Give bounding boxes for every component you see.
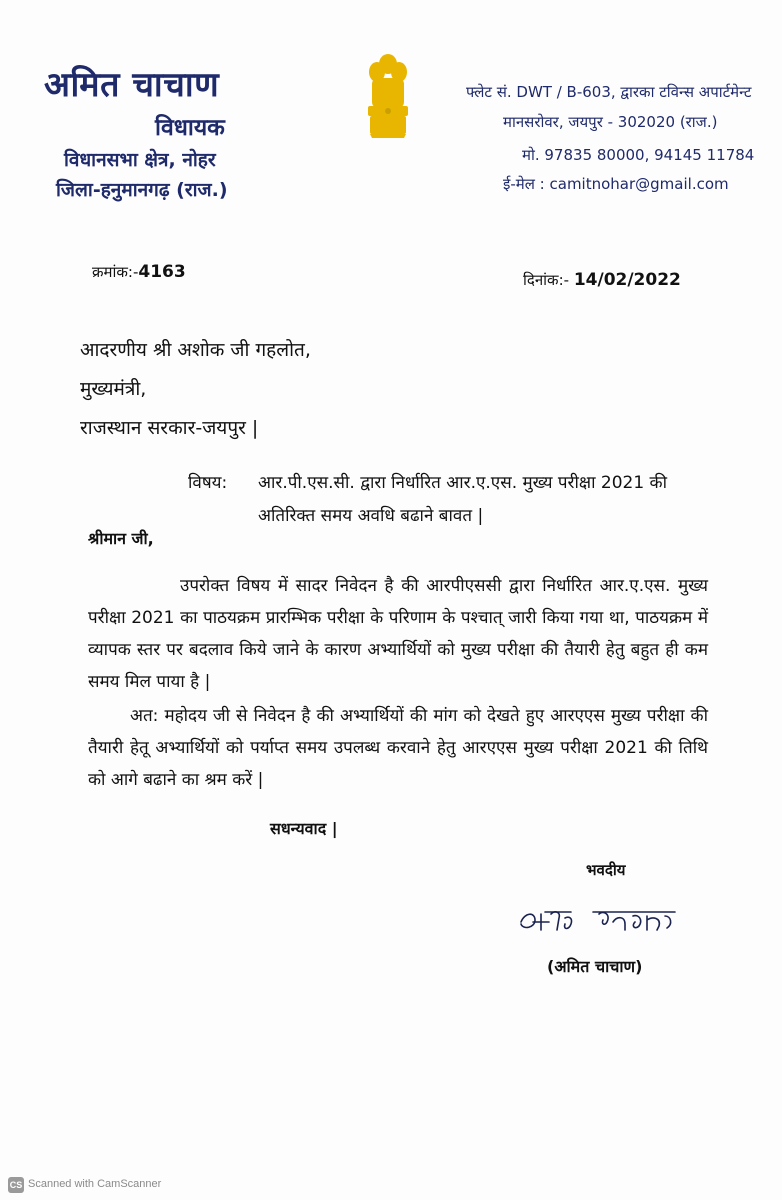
addressee-line3: राजस्थान सरकार-जयपुर | bbox=[80, 417, 259, 439]
subject-line1: आर.पी.एस.सी. द्वारा निर्धारित आर.ए.एस. मुख्य परीक्षा 2021 की bbox=[258, 473, 668, 493]
handwritten-signature bbox=[515, 900, 680, 940]
letterhead-name: अमित चाचाण bbox=[44, 65, 220, 105]
letterhead-email: ई-मेल : camitnohar@gmail.com bbox=[503, 175, 729, 193]
date-label: दिनांक:- bbox=[523, 271, 570, 289]
closing-thanks: सधन्यवाद | bbox=[270, 819, 338, 838]
letterhead-title: विधायक bbox=[155, 115, 225, 141]
reference-label: क्रमांक:- bbox=[92, 263, 139, 281]
body-paragraph-1: उपरोक्त विषय में सादर निवेदन है की आरपीएससी द्वारा निर्धारित आर.ए.एस. मुख्य परीक्षा 2021 का पाठयक्रम प्रारम्भिक परीक्षा के परिणाम के पश्चात् जारी किया गया था, पाठयक्रम में व्यापक स्तर पर बदलाव किये जाने के कारण अभ्यार्थियों को मुख्य परीक्षा की तैयारी हेतु बहुत ही कम समय मिल पाया है | bbox=[88, 576, 709, 692]
salutation: श्रीमान जी, bbox=[88, 529, 154, 548]
addressee-line2: मुख्यमंत्री, bbox=[80, 378, 147, 400]
camscanner-logo: CS bbox=[8, 1177, 24, 1193]
subject-line2: अतिरिक्त समय अवधि बढाने बावत | bbox=[258, 506, 484, 526]
letter-date bbox=[523, 270, 681, 290]
reference-value: 4163 bbox=[138, 262, 186, 282]
letterhead-address-line1: फ्लेट सं. DWT / B-603, द्वारका टविन्स अपार्टमेन्ट bbox=[466, 83, 752, 101]
reference-number bbox=[92, 262, 186, 282]
letterhead-address-line2: मानसरोवर, जयपुर - 302020 (राज.) bbox=[503, 113, 718, 131]
date-value: 14/02/2022 bbox=[573, 270, 681, 290]
closing-yours: भवदीय bbox=[586, 861, 626, 879]
state-emblem-icon bbox=[360, 50, 416, 140]
addressee-line1: आदरणीय श्री अशोक जी गहलोत, bbox=[80, 339, 311, 361]
signer-name: (अमित चाचाण) bbox=[547, 957, 643, 976]
body-paragraph-2: अत: महोदय जी से निवेदन है की अभ्यार्थियों की मांग को देखते हुए आरएएस मुख्य परीक्षा की तैयारी हेतू अभ्यार्थियों को पर्याप्त समय उपलब्ध करवाने हेतु आरएएस मुख्य परीक्षा 2021 की तिथि को आगे बढाने का श्रम करें | bbox=[88, 706, 708, 790]
subject-label: विषय: bbox=[188, 473, 228, 493]
letterhead-phone: मो. 97835 80000, 94145 11784 bbox=[522, 146, 755, 164]
letterhead-district: जिला-हनुमानगढ़ (राज.) bbox=[56, 179, 228, 201]
camscanner-watermark: Scanned with CamScanner bbox=[28, 1178, 162, 1190]
letterhead-constituency: विधानसभा क्षेत्र, नोहर bbox=[64, 149, 216, 171]
